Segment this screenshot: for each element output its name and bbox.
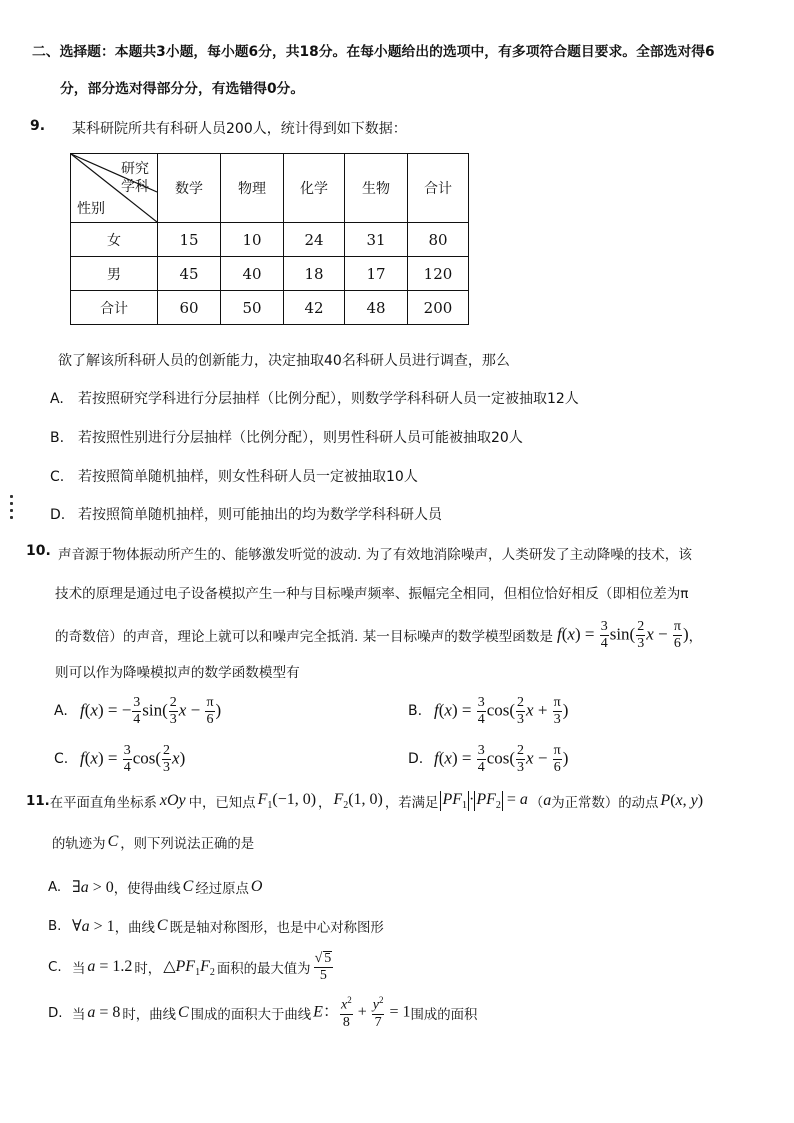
comma: ， [318,795,332,811]
opt-a-text2: 经过原点 [195,881,249,897]
q11-line1 [26,790,703,812]
option-text: 若按照简单随机抽样，则女性科研人员一定被抽取10人 [78,469,418,485]
q9-option-b [50,427,523,447]
curve-c: C [107,833,119,850]
option-letter: D. [408,751,424,767]
section-heading-line2: 分，部分选对得部分分，有选错得0分。 [60,81,305,97]
table-cell: 18 [284,257,345,291]
q11-number: 11. [26,793,50,809]
q10-number: 10. [26,543,51,559]
q9-number: 9. [30,118,46,134]
q11-line2 [52,831,254,853]
table-cell: 24 [284,223,345,257]
table-row [71,257,469,291]
row-label-female: 女 [71,223,158,257]
option-letter: D. [50,507,66,523]
row-label-male: 男 [71,257,158,291]
q11-line2-a: 的轨迹为 [52,836,106,852]
margin-binding-marks [10,495,16,523]
q11-stem-e: 为正常数）的动点 [551,795,659,811]
point-p: P(x, y) [660,792,704,809]
point-f2: $F_2(1$, 0) [333,790,383,812]
target-noise-function: f(x) = $\frac{3}{4}$ sin( $\frac{2}{3}$ x − $\frac{\pi}{6}$ ) [557,618,689,651]
q10-line1: 声音源于物体振动所产生的、能够激发听觉的波动. 为了有效地消除噪声，人类研发了主动降噪的技术，该 [58,547,692,563]
q9-data-table [70,153,469,325]
section-heading-line1: 二、选择题：本题共3小题，每小题6分，共18分。在每小题给出的选项中，有多项符合题目要求。全部选对得6 [32,44,715,60]
table-corner-cell [71,154,158,223]
coord-system: xOy [159,792,186,809]
opt-b-text2: 既是轴对称图形，也是中心对称图形 [169,920,384,936]
a-equals: a = 1.2 [87,958,133,975]
table-cell: 80 [408,223,469,257]
q11-option-c [48,944,334,990]
q10-option-d [408,736,568,782]
point-f1: $F_1(-1$, 0) [257,790,317,812]
table-cell: 15 [158,223,221,257]
table-cell: 60 [158,291,221,325]
triangle-pf1f2: $\triangle PF_1F_2$ [163,957,215,979]
option-letter: C. [48,959,62,975]
header-total: 合计 [408,154,469,223]
distance-product: $PF_1 \cdot PF_2 = a$ [442,790,528,812]
option-letter: A. [54,703,68,719]
option-letter: A. [50,391,64,407]
q9-option-c [50,466,418,486]
var-a: a [543,792,552,809]
header-biology: 生物 [345,154,408,223]
opt-d-text4: 围成的面积 [410,1007,478,1023]
q10-option-c [54,736,185,782]
opt-d-text2: 时，曲线 [122,1007,176,1023]
table-cell: 120 [408,257,469,291]
table-row [71,223,469,257]
curve-c: C [177,1004,189,1021]
exists-a: ∃a > 0 [72,879,114,896]
q11-stem-c: ，若满足 [384,795,439,811]
q11-stem-a: 在平面直角坐标系 [49,795,157,811]
ellipse-e: E： $\frac{x^2}{8}$ + $\frac{y^2}{7}$ = 1 [313,995,411,1030]
q11-stem-d: （ [529,795,544,811]
option-letter: B. [50,430,65,446]
corner-label-research: 研究 [121,161,149,177]
option-b-formula: f(x) = $\frac{3}{4}$ cos( $\frac{2}{3}$ x + $\frac{\pi}{3}$ ) [434,694,569,727]
option-letter: A. [48,879,62,895]
table-cell: 45 [158,257,221,291]
curve-c: C [156,917,168,934]
table-cell: 40 [221,257,284,291]
opt-c-text3: 面积的最大值为 [216,961,311,977]
q11-option-a [48,876,262,898]
table-cell: 50 [221,291,284,325]
header-math: 数学 [158,154,221,223]
corner-label-gender: 性别 [77,201,105,217]
option-letter: C. [50,469,65,485]
opt-a-text1: ，使得曲线 [113,881,181,897]
option-text: 若按照研究学科进行分层抽样（比例分配），则数学学科科研人员一定被抽取12人 [78,391,579,407]
option-letter: B. [48,918,62,934]
q10-line2: 技术的原理是通过电子设备模拟产生一种与目标噪声频率、振幅完全相同，但相位恰好相反（即相位差为π [55,586,689,602]
option-c-formula: f(x) = $\frac{3}{4}$ cos( $\frac{2}{3}$ x) [80,742,186,775]
table-cell: 48 [345,291,408,325]
q11-option-b [48,915,384,937]
opt-d-text3: 围成的面积大于曲线 [190,1007,312,1023]
option-text: 若按照性别进行分层抽样（比例分配），则男性科研人员可能被抽取20人 [78,430,523,446]
q10-line3 [55,612,702,658]
corner-label-subject: 学科 [121,179,149,195]
q10-line3-text: 的奇数倍）的声音，理论上就可以和噪声完全抵消. 某一目标噪声的数学模型函数是 [55,629,554,645]
option-a-formula: f(x) = − $\frac{3}{4}$ sin( $\frac{2}{3}$ x − $\frac{\pi}{6}$ ) [80,694,222,727]
opt-c-text1: 当 [72,961,86,977]
q10-option-a [54,688,221,734]
q9-prompt: 欲了解该所科研人员的创新能力，决定抽取40名科研人员进行调查，那么 [58,353,510,369]
table-cell: 31 [345,223,408,257]
header-physics: 物理 [221,154,284,223]
q9-stem: 某科研院所共有科研人员200人，统计得到如下数据： [72,121,407,137]
origin-o: O [250,878,263,895]
opt-d-text1: 当 [72,1007,86,1023]
max-area-value: $\frac{√ 5}{5}$ [314,951,332,983]
comma: ， [688,629,703,645]
opt-b-text1: ，曲线 [114,920,155,936]
curve-c: C [182,878,194,895]
header-chemistry: 化学 [284,154,345,223]
row-label-total: 合计 [71,291,158,325]
q10-line4: 则可以作为降噪模拟声的数学函数模型有 [55,665,300,681]
q9-option-a [50,388,579,408]
q9-option-d [50,504,442,524]
q11-option-d [48,990,477,1036]
option-text: 若按照简单随机抽样，则可能抽出的均为数学学科科研人员 [78,507,442,523]
table-cell: 17 [345,257,408,291]
forall-a: ∀a > 1 [72,918,115,935]
table-cell: 200 [408,291,469,325]
table-cell: 10 [221,223,284,257]
opt-c-text2: 时， [134,961,162,977]
q11-stem-b: 中，已知点 [188,795,256,811]
option-letter: B. [408,703,423,719]
option-letter: C. [54,751,69,767]
table-cell: 42 [284,291,345,325]
q11-line2-b: ，则下列说法正确的是 [120,836,255,852]
table-row [71,291,469,325]
option-d-formula: f(x) = $\frac{3}{4}$ cos( $\frac{2}{3}$ x − $\frac{\pi}{6}$ ) [434,742,569,775]
option-letter: D. [48,1005,63,1021]
q10-option-b [408,688,568,734]
a-equals: a = 8 [87,1004,121,1021]
